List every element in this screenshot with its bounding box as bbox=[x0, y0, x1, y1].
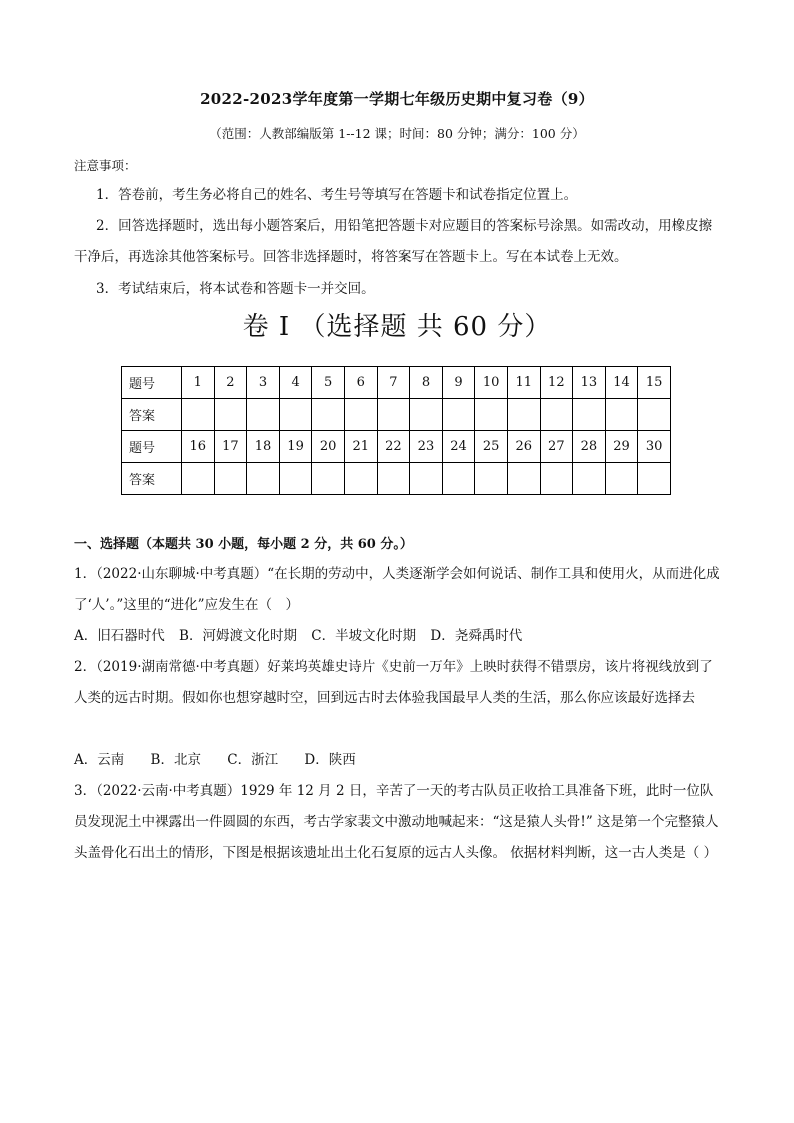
answer-cell[interactable] bbox=[638, 463, 671, 495]
answer-cell[interactable] bbox=[605, 399, 638, 431]
question-options bbox=[74, 745, 724, 776]
option-d: D．尧舜禹时代 bbox=[430, 628, 523, 644]
question-number-cell: 15 bbox=[638, 367, 671, 399]
question-number-cell: 12 bbox=[540, 367, 573, 399]
notice-item: 1．答卷前，考生务必将自己的姓名、考生号等填写在答题卡和试卷指定位置上。 bbox=[96, 187, 578, 203]
answer-cell[interactable] bbox=[605, 463, 638, 495]
question-number-cell: 28 bbox=[573, 431, 606, 463]
question-number-cell: 3 bbox=[247, 367, 280, 399]
table-row bbox=[122, 367, 671, 399]
question-number-cell: 16 bbox=[182, 431, 215, 463]
answer-cell[interactable] bbox=[344, 463, 377, 495]
answer-cell[interactable] bbox=[279, 399, 312, 431]
notice-item: 3．考试结束后，将本试卷和答题卡一并交回。 bbox=[96, 281, 375, 297]
question-number-cell: 17 bbox=[214, 431, 247, 463]
question-number-cell: 11 bbox=[507, 367, 540, 399]
question-number-cell: 19 bbox=[279, 431, 312, 463]
question-number-cell: 22 bbox=[377, 431, 410, 463]
answer-cell[interactable] bbox=[377, 463, 410, 495]
option-d: D．陕西 bbox=[304, 752, 356, 768]
answer-cell[interactable] bbox=[573, 399, 606, 431]
question-number-cell: 24 bbox=[442, 431, 475, 463]
exam-title: 2022-2023学年度第一学期七年级历史期中复习卷（9） bbox=[200, 90, 594, 108]
question-options bbox=[74, 621, 724, 652]
question-number-cell: 29 bbox=[605, 431, 638, 463]
answer-cell[interactable] bbox=[410, 463, 443, 495]
answer-cell[interactable] bbox=[312, 463, 345, 495]
answer-cell[interactable] bbox=[540, 463, 573, 495]
question-number-cell: 20 bbox=[312, 431, 345, 463]
question-number-cell: 21 bbox=[344, 431, 377, 463]
answer-cell[interactable] bbox=[540, 399, 573, 431]
answer-cell[interactable] bbox=[638, 399, 671, 431]
table-row-label: 题号 bbox=[122, 367, 182, 399]
exam-subtitle: （范围：人教部编版第 1--12 课；时间：80 分钟；满分：100 分） bbox=[209, 126, 585, 141]
answer-cell[interactable] bbox=[182, 399, 215, 431]
question-number-cell: 23 bbox=[410, 431, 443, 463]
answer-cell[interactable] bbox=[442, 399, 475, 431]
question-number-cell: 2 bbox=[214, 367, 247, 399]
question-number-cell: 25 bbox=[475, 431, 508, 463]
answer-cell[interactable] bbox=[410, 399, 443, 431]
question-number-cell: 9 bbox=[442, 367, 475, 399]
option-b: B．北京 bbox=[150, 752, 201, 768]
answer-cell[interactable] bbox=[214, 399, 247, 431]
question-stem: 1．（2022·山东聊城·中考真题）“在长期的劳动中，人类逐渐学会如何说话、制作工具和使用火，从而进化成了‘人’。”这里的“进化”应发生在（ ） bbox=[74, 566, 720, 613]
question-number-cell: 14 bbox=[605, 367, 638, 399]
option-a: A．旧石器时代 bbox=[74, 628, 165, 644]
table-row-label: 答案 bbox=[122, 399, 182, 431]
answer-table bbox=[121, 366, 671, 495]
option-a: A．云南 bbox=[74, 752, 125, 768]
answer-cell[interactable] bbox=[344, 399, 377, 431]
question-number-cell: 5 bbox=[312, 367, 345, 399]
question-stem: 2．（2019·湖南常德·中考真题）好莱坞英雄史诗片《史前一万年》上映时获得不错票房，该片将视线放到了人类的远古时期。假如你也想穿越时空，回到远古时去体验我国最早人类的生活，那么你应该最好选择去 bbox=[74, 659, 713, 706]
section-heading: 一、选择题（本题共 30 小题，每小题 2 分，共 60 分。） bbox=[74, 537, 413, 552]
answer-cell[interactable] bbox=[247, 399, 280, 431]
answer-cell[interactable] bbox=[247, 463, 280, 495]
notice-heading: 注意事项： bbox=[74, 158, 137, 173]
question-number-cell: 27 bbox=[540, 431, 573, 463]
volume-title: 卷 I （选择题 共 60 分） bbox=[242, 312, 552, 342]
notice-item: 2．回答选择题时，选出每小题答案后，用铅笔把答题卡对应题目的答案标号涂黑。如需改动，用橡皮擦干净后，再选涂其他答案标号。回答非选择题时，将答案写在答题卡上。写在本试卷上无效。 bbox=[74, 218, 713, 265]
answer-cell[interactable] bbox=[573, 463, 606, 495]
answer-cell[interactable] bbox=[279, 463, 312, 495]
option-c: C．浙江 bbox=[227, 752, 279, 768]
question-stem: 3．（2022·云南·中考真题）1929 年 12 月 2 日，辛苦了一天的考古队员正收拾工具准备下班，此时一位队员发现泥土中裸露出一件圆圆的东西，考古学家裴文中激动地喊起来：“这是猿人头骨!” 这是第一个完整猿人头盖骨化石出土的情形，下图是根据该遗址出土化石复原的远古人头像。 依据材料判断，这一古人类是（ ） bbox=[74, 783, 719, 861]
table-row-label: 答案 bbox=[122, 463, 182, 495]
table-row-label: 题号 bbox=[122, 431, 182, 463]
option-c: C．半坡文化时期 bbox=[311, 628, 417, 644]
answer-cell[interactable] bbox=[312, 399, 345, 431]
answer-cell[interactable] bbox=[182, 463, 215, 495]
answer-cell[interactable] bbox=[442, 463, 475, 495]
question-number-cell: 13 bbox=[573, 367, 606, 399]
question-number-cell: 26 bbox=[507, 431, 540, 463]
question-number-cell: 8 bbox=[410, 367, 443, 399]
option-b: B．河姆渡文化时期 bbox=[179, 628, 297, 644]
question-number-cell: 6 bbox=[344, 367, 377, 399]
question-number-cell: 4 bbox=[279, 367, 312, 399]
question-number-cell: 30 bbox=[638, 431, 671, 463]
answer-cell[interactable] bbox=[214, 463, 247, 495]
question-number-cell: 7 bbox=[377, 367, 410, 399]
question-number-cell: 18 bbox=[247, 431, 280, 463]
table-row bbox=[122, 431, 671, 463]
question-number-cell: 1 bbox=[182, 367, 215, 399]
answer-cell[interactable] bbox=[475, 399, 508, 431]
answer-cell[interactable] bbox=[507, 463, 540, 495]
question-number-cell: 10 bbox=[475, 367, 508, 399]
table-row bbox=[122, 463, 671, 495]
answer-cell[interactable] bbox=[475, 463, 508, 495]
answer-cell[interactable] bbox=[377, 399, 410, 431]
table-row bbox=[122, 399, 671, 431]
answer-cell[interactable] bbox=[507, 399, 540, 431]
